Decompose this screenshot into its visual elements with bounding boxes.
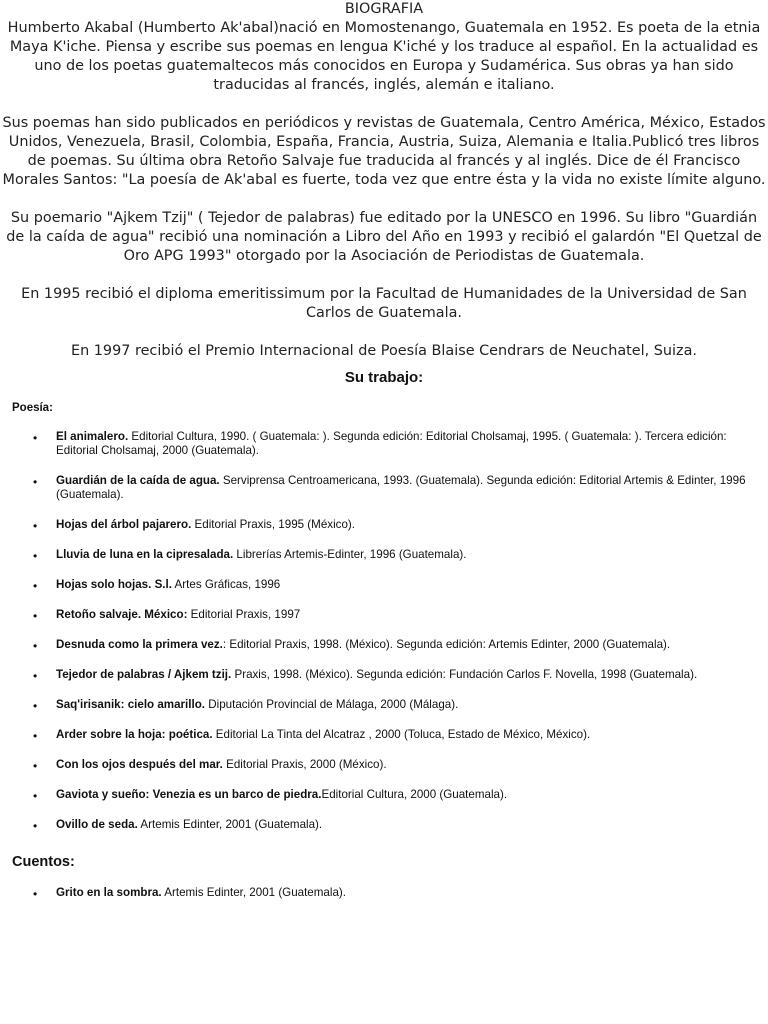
bullet-icon: • [33, 819, 38, 833]
bullet-icon: • [33, 639, 38, 653]
biography-paragraph-5: En 1997 recibió el Premio Internacional de Poesía Blaise Cendrars de Neuchatel, Suiza. [70, 343, 697, 359]
bullet-icon: • [33, 729, 38, 743]
list-item [0, 728, 768, 742]
work-title: Con los ojos después del mar. [56, 758, 223, 771]
list-item [0, 886, 768, 900]
list-item [0, 668, 768, 682]
list-item [0, 430, 768, 458]
work-details: Editorial La Tinta del Alcatraz , 2000 (Toluca, Estado de México, México). [212, 728, 591, 741]
work-details: Diputación Provincial de Málaga, 2000 (Málaga). [205, 698, 459, 711]
biography-paragraph-1: Humberto Akabal (Humberto Ak'abal)nació en Momostenango, Guatemala en 1952. Es poeta de la etnia Maya K'iche. Piensa y escribe sus poemas en lengua K'iché y los traduce al español. En la actualidad es uno de los poetas guatemaltecos más conocidos en Europa y Sudamérica. Sus obras ya han sido traducidas al francés, inglés, alemán e italiano. [7, 20, 761, 93]
biography-paragraph-3: Su poemario "Ajkem Tzij" ( Tejedor de palabras) fue editado por la UNESCO en 1996. Su libro "Guardián de la caída de agua" recibió una nominación a Libro del Año en 1993 y recibió el galardón "El Quetzal de Oro APG 1993" otorgado por la Asociación de Periodistas de Guatemala. [6, 210, 762, 264]
work-details: Editorial Cultura, 1990. ( Guatemala: ). Segunda edición: Editorial Cholsamaj, 1995. ( Guatemala: ). Tercera edición: Editorial Cholsamaj, 2000 (Guatemala). [56, 430, 727, 457]
bullet-icon: • [33, 699, 38, 713]
work-details: Serviprensa Centroamericana, 1993. (Guatemala). Segunda edición: Editorial Artemis & Edinter, 1996 (Guatemala). [56, 474, 746, 501]
list-item [0, 548, 768, 562]
work-title: Grito en la sombra. [56, 886, 162, 899]
list-item [0, 818, 768, 832]
work-title: Retoño salvaje. México: [56, 608, 188, 621]
work-title: Ovillo de seda. [56, 818, 138, 831]
work-title: El animalero. [56, 430, 129, 443]
work-details: Editorial Cultura, 2000 (Guatemala). [321, 788, 508, 801]
poetry-list [0, 430, 768, 832]
work-details: Artemis Edinter, 2001 (Guatemala). [161, 886, 346, 899]
bullet-icon: • [33, 887, 38, 901]
work-details: Artemis Edinter, 2001 (Guatemala). [137, 818, 323, 831]
work-details: Artes Gráficas, 1996 [171, 578, 281, 591]
biography-paragraph-4: En 1995 recibió el diploma emeritissimum por la Facultad de Humanidades de la Universidad de San Carlos de Guatemala. [21, 286, 747, 321]
work-title: Lluvia de luna en la cipresalada. [56, 548, 234, 561]
work-title: Hojas del árbol pajarero. [56, 518, 192, 531]
bullet-icon: • [33, 431, 38, 445]
list-item [0, 788, 768, 802]
work-details: Editorial Praxis, 2000 (México). [222, 758, 387, 771]
bullet-icon: • [33, 549, 38, 563]
work-title: Desnuda como la primera vez. [56, 638, 223, 651]
list-item [0, 638, 768, 652]
work-details: Editorial Praxis, 1995 (México). [191, 518, 355, 531]
work-title: Gaviota y sueño: Venezia es un barco de piedra. [56, 788, 322, 801]
work-details: Editorial Praxis, 1997 [187, 608, 301, 621]
list-item [0, 698, 768, 712]
list-item [0, 758, 768, 772]
stories-heading: Cuentos: [12, 854, 75, 870]
work-details: Librerías Artemis-Edinter, 1996 (Guatemala). [233, 548, 467, 561]
bullet-icon: • [33, 609, 38, 623]
work-title: Tejedor de palabras / Ajkem tzij. [56, 668, 232, 681]
biography-section [1, 0, 767, 361]
bullet-icon: • [33, 519, 38, 533]
work-title: Hojas solo hojas. S.l. [56, 578, 172, 591]
poetry-heading: Poesía: [12, 402, 53, 414]
work-details: : Editorial Praxis, 1998. (México). Segunda edición: Artemis Edinter, 2000 (Guatemala). [222, 638, 671, 651]
biography-title: BIOGRAFIA [344, 1, 424, 17]
list-item [0, 518, 768, 532]
bullet-icon: • [33, 759, 38, 773]
bullet-icon: • [33, 669, 38, 683]
bullet-icon: • [33, 789, 38, 803]
list-item [0, 474, 768, 502]
work-section-title: Su trabajo: [344, 369, 424, 386]
work-details: Praxis, 1998. (México). Segunda edición: Fundación Carlos F. Novella, 1998 (Guatemala). [231, 668, 698, 681]
work-title: Saq'irisanik: cielo amarillo. [56, 698, 206, 711]
bullet-icon: • [33, 475, 38, 489]
biography-paragraph-2: Sus poemas han sido publicados en periódicos y revistas de Guatemala, Centro América, México, Estados Unidos, Venezuela, Brasil, Colombia, España, Francia, Austria, Suiza, Alemania e Italia.Publicó tres libros de poemas. Su última obra Retoño Salvaje fue traducida al francés y al inglés. Dice de él Francisco Morales Santos: "La poesía de Ak'abal es fuerte, toda vez que entre ésta y la vida no existe límite alguno. [2, 115, 766, 188]
bullet-icon: • [33, 579, 38, 593]
work-title: Guardián de la caída de agua. [56, 474, 220, 487]
stories-list [0, 886, 768, 900]
list-item [0, 578, 768, 592]
list-item [0, 608, 768, 622]
work-title: Arder sobre la hoja: poética. [56, 728, 213, 741]
